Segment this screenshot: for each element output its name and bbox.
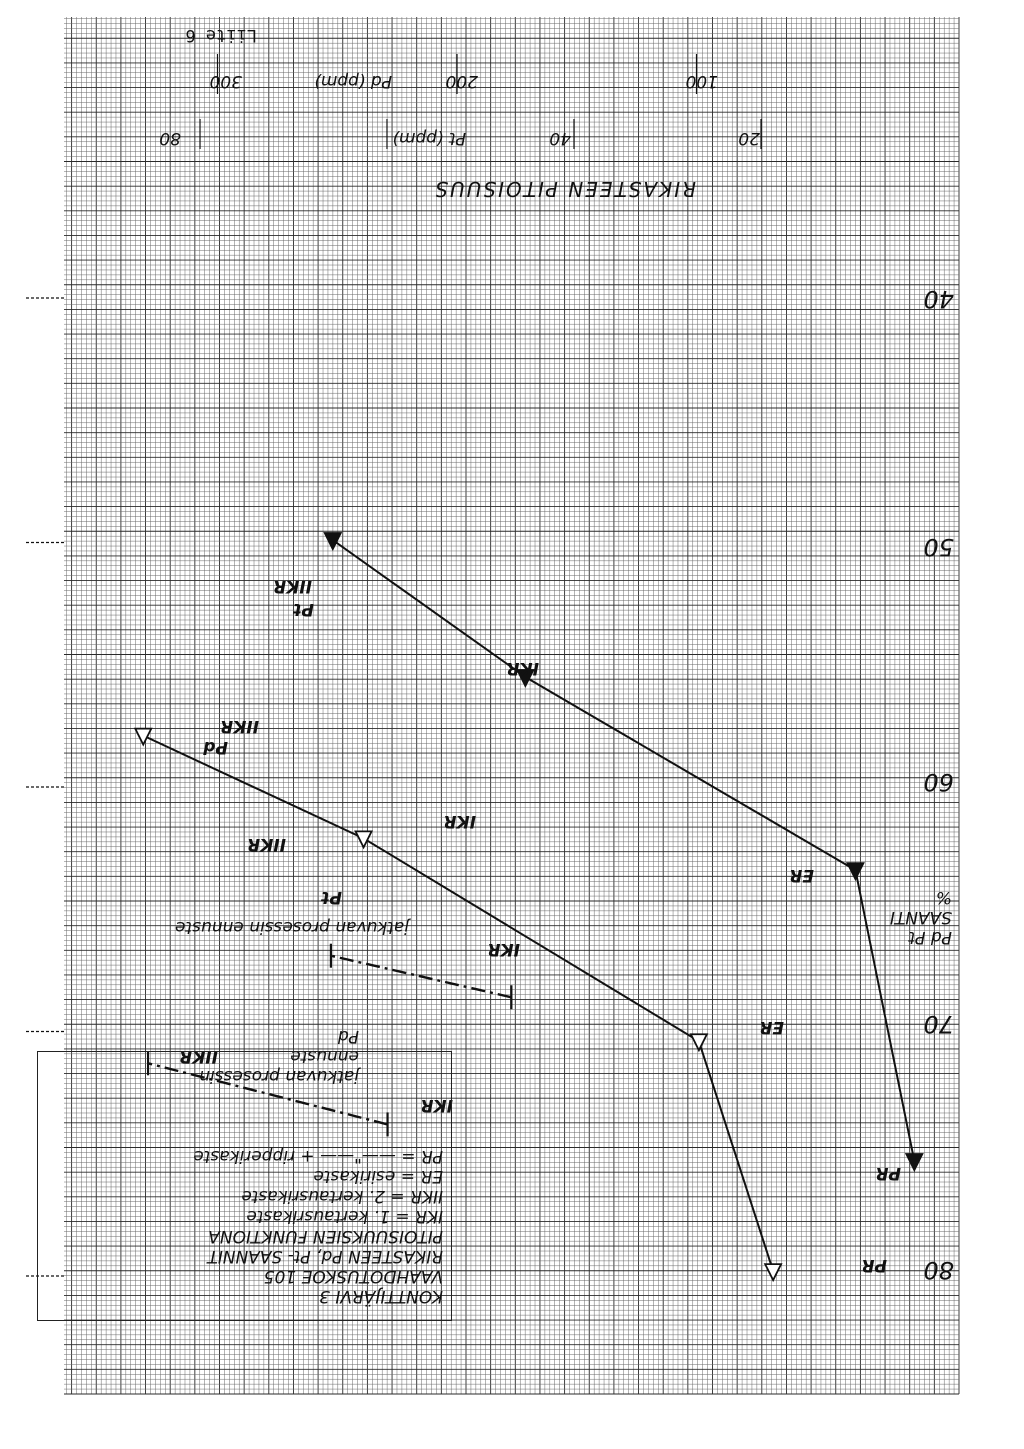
label-pd-er: ER <box>759 1017 784 1037</box>
label-proj-pd-iikr: IIKR <box>179 1046 218 1066</box>
legend-item-pr: PR = ——"—— + ripperikaste <box>193 1146 443 1166</box>
label-pt-ikr: IKR <box>506 658 539 678</box>
top-axis-title: RIKASTEEN PITOISUUS <box>433 177 696 201</box>
legend-item-iikr: IIKR = 2. kertausrikaste <box>241 1186 443 1206</box>
pd-tick-300: 300 <box>209 71 242 91</box>
label-pt-pr: PR <box>875 1163 901 1183</box>
pt-tick-20: 20 <box>738 128 760 148</box>
label-pd-pr: PR <box>861 1255 887 1275</box>
pd-tick-200: 200 <box>445 71 478 91</box>
label-pd-name: Pd <box>203 737 228 757</box>
pd-axis-label: Pd (ppm) <box>314 71 392 91</box>
label-proj-pt-name: Pt <box>321 887 342 907</box>
y-axis-title: Pd Pt SAANTI % <box>889 887 952 947</box>
y-tick-80: 80 <box>923 1256 954 1284</box>
label-proj-pt-caption: jatkuvan prosessin ennuste <box>175 917 409 937</box>
label-proj-pt-ikr: IKR <box>487 939 520 959</box>
pt-tick-40: 40 <box>549 128 571 148</box>
appendix-label: Liite 6 <box>185 25 257 45</box>
y-tick-70: 70 <box>923 1010 954 1038</box>
label-pt-iikr: IIKR <box>273 576 312 596</box>
label-pd-ikr: IKR <box>443 811 476 831</box>
label-proj-pt-iikr: IIKR <box>247 834 286 854</box>
y-tick-60: 60 <box>923 768 954 796</box>
pt-tick-80: 80 <box>159 128 181 148</box>
y-tick-40: 40 <box>923 285 954 313</box>
label-pt-er: ER <box>789 865 814 885</box>
label-pd-iikr: IIKR <box>220 716 259 736</box>
pd-tick-100: 100 <box>685 71 718 91</box>
legend-box <box>37 1051 452 1321</box>
y-tick-50: 50 <box>923 533 954 561</box>
legend-title-line-1: KONTTIJÄRVI 3 <box>319 1286 443 1306</box>
legend-title-line-3: RIKASTEEN Pd, Pt- SAANNIT <box>207 1246 443 1266</box>
label-proj-pd-caption: jatkuvan prosessin ennuste Pd <box>199 1026 359 1086</box>
legend-item-er: ER = esirikaste <box>313 1166 443 1186</box>
legend-title-line-4: PITOISUUKSIEN FUNKTIONA <box>208 1226 443 1246</box>
legend-item-ikr: IKR = 1. kertausrikaste <box>246 1206 443 1226</box>
label-proj-pd-ikr: IKR <box>420 1095 453 1115</box>
pt-axis-label: Pt (ppm) <box>392 128 466 148</box>
legend-title-line-2: VAAHDOTUSKOE 105 <box>263 1266 443 1286</box>
label-pt-name: Pt <box>293 599 314 619</box>
